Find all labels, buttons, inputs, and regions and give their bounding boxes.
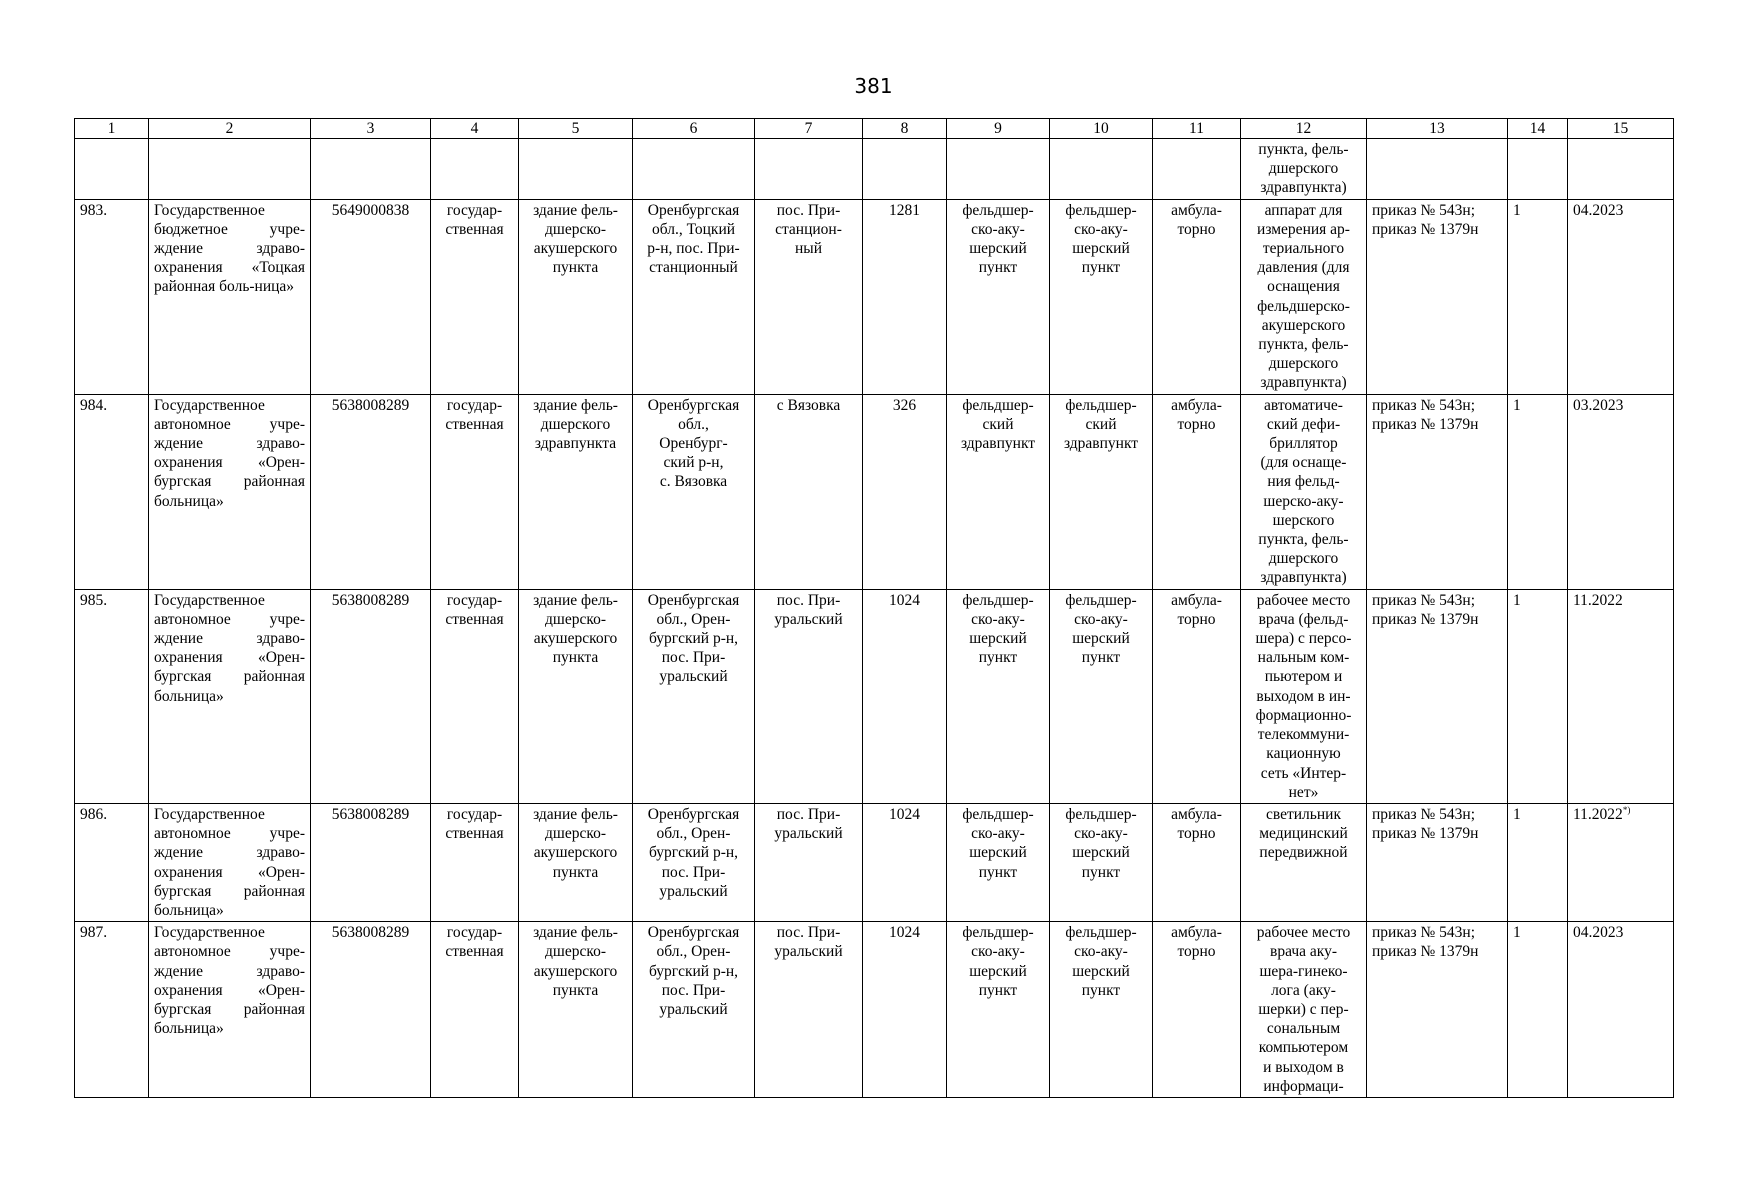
cell-facility-type: [947, 922, 1050, 1098]
col-header-10: 10: [1050, 119, 1153, 139]
cell-building: [519, 394, 633, 589]
cell-facility-type-text: фельдшер- ско-аку- шерский пункт: [962, 201, 1034, 277]
cell-facility-type: [947, 803, 1050, 921]
cell-population: [863, 803, 947, 921]
cell-quantity-text: 1: [1513, 591, 1521, 609]
registry-table: [74, 118, 1674, 1098]
cell-equipment-continued: пункта, фель- дшерского здравпункта): [1241, 139, 1367, 200]
col-header-4: 4: [431, 119, 519, 139]
cell-equipment: [1241, 803, 1367, 921]
cell-empty: [755, 139, 863, 200]
cell-date: [1568, 199, 1674, 394]
cell-quantity: [1508, 394, 1568, 589]
cell-quantity-text: 1: [1513, 805, 1521, 823]
cell-facility-type-planned-text: фельдшер- ско-аку- шерский пункт: [1065, 201, 1137, 277]
cell-inn: [311, 589, 431, 803]
cell-ownership-text: государ- ственная: [445, 805, 504, 843]
cell-facility-type: [947, 394, 1050, 589]
cell-quantity: [1508, 803, 1568, 921]
cell-quantity: [1508, 199, 1568, 394]
col-header-6: 6: [633, 119, 755, 139]
col-header-11: 11: [1153, 119, 1241, 139]
cell-building-text: здание фель- дшерско- акушерского пункта: [533, 805, 618, 881]
cell-organization-text: Государственное автономное учре-ждение здраво-охранения «Орен-бургская районная больница»: [154, 805, 305, 919]
cell-empty: [1568, 139, 1674, 200]
cell-population-text: 1024: [889, 591, 920, 609]
table-row: [75, 394, 1674, 589]
cell-quantity-text: 1: [1513, 396, 1521, 414]
continuation-row: [75, 139, 1674, 200]
cell-facility-type: [947, 589, 1050, 803]
cell-orders-text: приказ № 543н; приказ № 1379н: [1372, 805, 1479, 843]
cell-building-text: здание фель- дшерско- акушерского пункта: [533, 924, 618, 999]
cell-inn: [311, 199, 431, 394]
cell-population: [863, 394, 947, 589]
cell-equipment: [1241, 394, 1367, 589]
cell-locality-text: пос. При- уральский: [774, 805, 843, 843]
cell-equipment-text: автоматиче- ский дефи- бриллятор (для оснаще- ния фельд- шерско-аку- шерского пункта, фель- дшерского здравпункта): [1258, 396, 1349, 587]
col-header-1: 1: [75, 119, 149, 139]
cell-care-form-text: амбула- торно: [1171, 396, 1222, 433]
cell-date-text: 11.2022: [1573, 805, 1623, 823]
cell-care-form: [1153, 199, 1241, 394]
cell-quantity: [1508, 922, 1568, 1098]
cell-care-form: [1153, 394, 1241, 589]
cell-empty: [75, 139, 149, 200]
cell-facility-type-planned-text: фельдшер- ско-аку- шерский пункт: [1065, 924, 1137, 999]
cell-date-text: 03.2023: [1573, 396, 1624, 414]
cell-orders-text: приказ № 543н; приказ № 1379н: [1372, 591, 1479, 628]
cell-inn: [311, 394, 431, 589]
cell-empty: [863, 139, 947, 200]
cell-locality: [755, 803, 863, 921]
cell-orders: [1367, 199, 1508, 394]
cell-ownership-text: государ- ственная: [445, 924, 504, 961]
cell-care-form-text: амбула- торно: [1171, 201, 1222, 238]
cell-orders-text: приказ № 543н; приказ № 1379н: [1372, 396, 1479, 433]
cell-facility-type: [947, 199, 1050, 394]
cell-inn-text: 5638008289: [331, 924, 410, 942]
cell-quantity-text: 1: [1513, 201, 1521, 219]
cell-empty: [633, 139, 755, 200]
cell-organization: [149, 803, 311, 921]
cell-date: [1568, 922, 1674, 1098]
cell-date-text: 11.2022: [1573, 591, 1623, 609]
cell-locality: [755, 199, 863, 394]
col-header-9: 9: [947, 119, 1050, 139]
cell-orders: [1367, 589, 1508, 803]
cell-locality-text: пос. При- станцион- ный: [775, 201, 842, 258]
cell-row-number: [75, 922, 149, 1098]
cell-organization-text: Государственное автономное учре-ждение здраво-охранения «Орен-бургская районная больница»: [154, 591, 305, 705]
cell-building: [519, 589, 633, 803]
cell-locality-text: с Вязовка: [776, 396, 841, 414]
cell-date: [1568, 589, 1674, 803]
cell-population-text: 326: [892, 396, 917, 414]
cell-address: [633, 589, 755, 803]
cell-population-text: 1024: [889, 805, 920, 823]
cell-building-text: здание фель- дшерского здравпункта: [533, 396, 618, 453]
cell-locality: [755, 922, 863, 1098]
cell-facility-type-planned: [1050, 922, 1153, 1098]
cell-equipment-text: светильник медицинский передвижной: [1259, 805, 1348, 862]
cell-care-form: [1153, 922, 1241, 1098]
cell-address-text: Оренбургская обл., Орен- бургский р-н, пос. При- уральский: [647, 924, 740, 1018]
cell-orders-text: приказ № 543н; приказ № 1379н: [1372, 924, 1479, 961]
cell-facility-type-text: фельдшер- ско-аку- шерский пункт: [962, 805, 1034, 881]
cell-row-number: [75, 589, 149, 803]
cell-empty: [149, 139, 311, 200]
cell-population-text: 1024: [889, 924, 920, 942]
cell-empty: [1050, 139, 1153, 200]
cell-inn-text: 5649000838: [331, 201, 410, 219]
cell-quantity: [1508, 589, 1568, 803]
cell-building-text: здание фель- дшерско- акушерского пункта: [533, 201, 618, 277]
cell-quantity-text: 1: [1513, 924, 1521, 942]
col-header-2: 2: [149, 119, 311, 139]
cell-locality: [755, 394, 863, 589]
cell-facility-type-planned: [1050, 199, 1153, 394]
cell-care-form-text: амбула- торно: [1171, 924, 1222, 961]
cell-organization-text: Государственное бюджетное учре-ждение здраво-охранения «Тоцкая районная боль-ница»: [154, 201, 305, 296]
cell-row-number-text: 983.: [80, 201, 108, 219]
cell-building: [519, 199, 633, 394]
cell-equipment: [1241, 589, 1367, 803]
cell-inn-text: 5638008289: [331, 805, 410, 823]
cell-orders-text: приказ № 543н; приказ № 1379н: [1372, 201, 1479, 238]
date-footnote-mark: *): [1622, 804, 1631, 815]
cell-row-number-text: 984.: [80, 396, 108, 414]
table-row: [75, 199, 1674, 394]
col-header-3: 3: [311, 119, 431, 139]
cell-building: [519, 803, 633, 921]
cell-orders: [1367, 394, 1508, 589]
cell-address-text: Оренбургская обл., Тоцкий р-н, пос. При- станционный: [647, 201, 740, 277]
cell-date-text: 04.2023: [1573, 924, 1624, 942]
cell-address-text: Оренбургская обл., Оренбург- ский р-н, с. Вязовка: [647, 396, 740, 491]
table-row: [75, 589, 1674, 803]
cell-organization-text: Государственное автономное учре-ждение здраво-охранения «Орен-бургская районная больница»: [154, 396, 305, 510]
cell-ownership: [431, 803, 519, 921]
page-number: 381: [854, 74, 893, 98]
col-header-7: 7: [755, 119, 863, 139]
cell-locality: [755, 589, 863, 803]
cell-population: [863, 922, 947, 1098]
cell-facility-type-planned-text: фельдшер- ский здравпункт: [1063, 396, 1139, 453]
cell-equipment-text: рабочее место врача аку- шера-гинеко- лога (аку- шерки) с пер- сональным компьютером и выходом в информаци-: [1256, 924, 1351, 1095]
cell-empty: [1367, 139, 1508, 200]
col-header-12: 12: [1241, 119, 1367, 139]
cell-facility-type-text: фельдшер- ский здравпункт: [960, 396, 1036, 453]
cell-population: [863, 199, 947, 394]
cell-row-number-text: 985.: [80, 591, 108, 609]
cell-address: [633, 199, 755, 394]
cell-ownership: [431, 589, 519, 803]
col-header-15: 15: [1568, 119, 1674, 139]
cell-orders: [1367, 922, 1508, 1098]
cell-equipment-text: аппарат для измерения ар- териального давления (для оснащения фельдшерско- акушерского пункта, фель- дшерского здравпункта): [1257, 201, 1350, 392]
cell-population: [863, 589, 947, 803]
cell-address: [633, 803, 755, 921]
cell-locality-text: пос. При- уральский: [774, 924, 843, 961]
cell-row-number: [75, 394, 149, 589]
cell-date: [1568, 803, 1674, 921]
col-header-8: 8: [863, 119, 947, 139]
cell-empty: [431, 139, 519, 200]
cell-facility-type-planned: [1050, 589, 1153, 803]
cell-organization-text: Государственное автономное учре-ждение здраво-охранения «Орен-бургская районная больница»: [154, 924, 305, 1038]
cell-row-number: [75, 199, 149, 394]
cell-inn: [311, 803, 431, 921]
cell-address-text: Оренбургская обл., Орен- бургский р-н, пос. При- уральский: [647, 805, 740, 900]
cell-inn-text: 5638008289: [331, 591, 410, 609]
cell-row-number-text: 986.: [80, 805, 108, 823]
table-row: [75, 922, 1674, 1098]
cell-equipment: [1241, 199, 1367, 394]
cell-row-number-text: 987.: [80, 924, 108, 942]
cell-locality-text: пос. При- уральский: [774, 591, 843, 628]
cell-equipment: [1241, 922, 1367, 1098]
cell-empty: [311, 139, 431, 200]
header-row: [75, 119, 1674, 139]
cell-equipment-text: рабочее место врача (фельд- шера) с персо- нальным ком- пьютером и выходом в ин- формационно- телекоммуни- кационную сеть «Интер- нет»: [1255, 591, 1352, 801]
table-row: [75, 803, 1674, 921]
col-header-13: 13: [1367, 119, 1508, 139]
cell-address-text: Оренбургская обл., Орен- бургский р-н, пос. При- уральский: [647, 591, 740, 686]
cell-organization: [149, 589, 311, 803]
cell-organization: [149, 922, 311, 1098]
cell-address: [633, 394, 755, 589]
cell-address: [633, 922, 755, 1098]
cell-ownership-text: государ- ственная: [445, 396, 504, 433]
cell-facility-type-text: фельдшер- ско-аку- шерский пункт: [962, 924, 1034, 999]
cell-ownership: [431, 199, 519, 394]
cell-facility-type-planned-text: фельдшер- ско-аку- шерский пункт: [1065, 805, 1137, 881]
cell-organization: [149, 199, 311, 394]
cell-care-form-text: амбула- торно: [1171, 805, 1222, 843]
cell-population-text: 1281: [889, 201, 920, 219]
col-header-5: 5: [519, 119, 633, 139]
cell-facility-type-text: фельдшер- ско-аку- шерский пункт: [962, 591, 1034, 667]
cell-empty: [519, 139, 633, 200]
cell-organization: [149, 394, 311, 589]
cell-care-form: [1153, 589, 1241, 803]
cell-date: [1568, 394, 1674, 589]
cell-empty: [1153, 139, 1241, 200]
cell-ownership: [431, 394, 519, 589]
col-header-14: 14: [1508, 119, 1568, 139]
cell-building: [519, 922, 633, 1098]
cell-row-number: [75, 803, 149, 921]
cell-facility-type-planned: [1050, 394, 1153, 589]
cell-facility-type-planned-text: фельдшер- ско-аку- шерский пункт: [1065, 591, 1137, 667]
cell-facility-type-planned: [1050, 803, 1153, 921]
cell-ownership: [431, 922, 519, 1098]
cell-inn: [311, 922, 431, 1098]
cell-ownership-text: государ- ственная: [445, 591, 504, 628]
cell-empty: [1508, 139, 1568, 200]
cell-care-form-text: амбула- торно: [1171, 591, 1222, 628]
cell-empty: [947, 139, 1050, 200]
cell-ownership-text: государ- ственная: [445, 201, 504, 238]
cell-inn-text: 5638008289: [331, 396, 410, 414]
cell-orders: [1367, 803, 1508, 921]
cell-building-text: здание фель- дшерско- акушерского пункта: [533, 591, 618, 667]
cell-date-text: 04.2023: [1573, 201, 1624, 219]
cell-care-form: [1153, 803, 1241, 921]
